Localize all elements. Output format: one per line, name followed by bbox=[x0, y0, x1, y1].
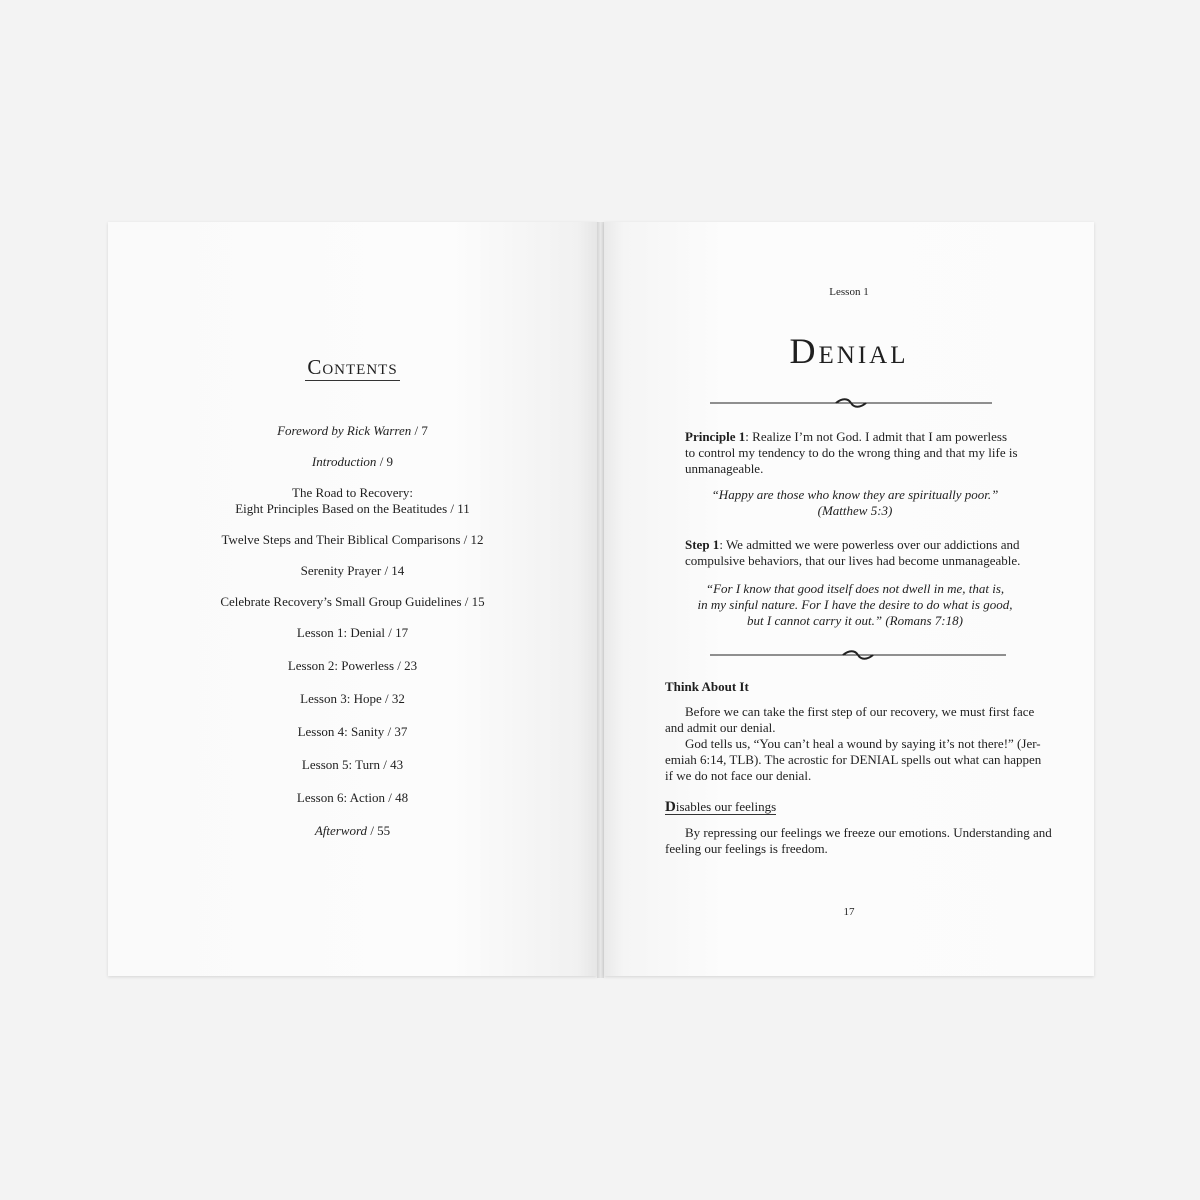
toc-entry-page: / 14 bbox=[384, 563, 405, 578]
toc-entry-page: / 12 bbox=[463, 532, 484, 547]
toc-entry-page: / 55 bbox=[370, 823, 391, 838]
para-before: Before we can take the first step of our recovery, we must first face and admit our denial. God tells us, “You can’t heal a wound by saying it’s not there!” (Jer- emiah 6:14, TLB). The acrostic for DENIAL spells out what can happen if we do not face our denial. bbox=[665, 704, 1042, 783]
principle-block: Principle 1: Realize I’m not God. I admit that I am powerless to control my tendency to do the wrong thing and that my life is unmanageable. bbox=[685, 429, 1018, 476]
toc-entry bbox=[108, 625, 597, 641]
toc-entry-label: Lesson 6: Action bbox=[296, 790, 385, 805]
toc-entry-page: / 7 bbox=[414, 423, 428, 438]
toc-entry bbox=[108, 454, 597, 470]
left-page bbox=[108, 222, 597, 976]
toc-entry-label: Celebrate Recovery’s Small Group Guidelines bbox=[220, 594, 462, 609]
toc-entry-label: Lesson 5: Turn bbox=[301, 757, 380, 772]
page-number: 17 bbox=[843, 906, 855, 918]
toc-entry-label: The Road to Recovery: bbox=[292, 485, 413, 500]
toc-entry-page: / 37 bbox=[387, 724, 408, 739]
chapter-title: Denial bbox=[789, 331, 909, 371]
toc-entry-label: Afterword bbox=[314, 823, 368, 838]
toc-entry-page: / 11 bbox=[450, 501, 470, 516]
toc-entry bbox=[108, 532, 597, 548]
toc-entry-label: Lesson 4: Sanity bbox=[297, 724, 385, 739]
toc-entry bbox=[108, 691, 597, 707]
toc-entry bbox=[108, 757, 597, 773]
lesson-label: Lesson 1 bbox=[829, 286, 869, 298]
toc-entry bbox=[108, 823, 597, 839]
toc-entry-page: / 48 bbox=[388, 790, 409, 805]
toc-entry-page: / 23 bbox=[397, 658, 418, 673]
toc-entry-page: / 9 bbox=[379, 454, 394, 469]
right-page bbox=[604, 222, 1094, 976]
ornament-divider-bottom bbox=[710, 648, 1006, 662]
toc-entry-label: Foreword by Rick Warren bbox=[277, 423, 412, 438]
toc-entry-page: / 17 bbox=[388, 625, 409, 640]
toc-entry-label: Lesson 2: Powerless bbox=[287, 658, 395, 673]
toc-entry-label: Twelve Steps and Their Biblical Comparisons bbox=[221, 532, 461, 547]
toc-entry-label: Lesson 1: Denial bbox=[296, 625, 385, 640]
toc-entry bbox=[108, 724, 597, 740]
toc-entry bbox=[108, 658, 597, 674]
toc-entry bbox=[108, 790, 597, 806]
toc-entry bbox=[108, 423, 597, 439]
toc-entry-label: Introduction bbox=[311, 454, 377, 469]
toc-entry-page: / 15 bbox=[464, 594, 485, 609]
para-repressing: By repressing our feelings we freeze our emotions. Understanding and feeling our feelings is freedom. bbox=[665, 825, 1052, 856]
open-book bbox=[108, 222, 1094, 978]
toc-entry-page: / 32 bbox=[384, 691, 405, 706]
think-about-it-heading: Think About It bbox=[665, 679, 749, 694]
step-block: Step 1: We admitted we were powerless over our addictions and compulsive behaviors, that our lives had become unmanageable. bbox=[685, 537, 1021, 568]
ornament-divider-top bbox=[710, 396, 992, 410]
toc-entry-label-line2: Eight Principles Based on the Beatitudes bbox=[235, 501, 448, 516]
toc-entry-label: Lesson 3: Hope bbox=[300, 691, 382, 706]
toc-entry bbox=[108, 563, 597, 579]
toc-entry-page: / 43 bbox=[383, 757, 404, 772]
quote-romans: “For I know that good itself does not dwell in me, that is, in my sinful nature. For I have the desire to do what is good, but I cannot carry it out.” (Romans 7:18) bbox=[697, 581, 1013, 628]
toc-entry bbox=[108, 594, 597, 610]
acrostic-heading: Disables our feelings bbox=[665, 799, 777, 815]
toc-entry bbox=[108, 485, 597, 517]
contents-title: Contents bbox=[307, 355, 398, 379]
quote-matthew: “Happy are those who know they are spiritually poor.” (Matthew 5:3) bbox=[711, 487, 999, 518]
toc-entry-label: Serenity Prayer bbox=[300, 563, 382, 578]
book-spine bbox=[597, 222, 604, 978]
